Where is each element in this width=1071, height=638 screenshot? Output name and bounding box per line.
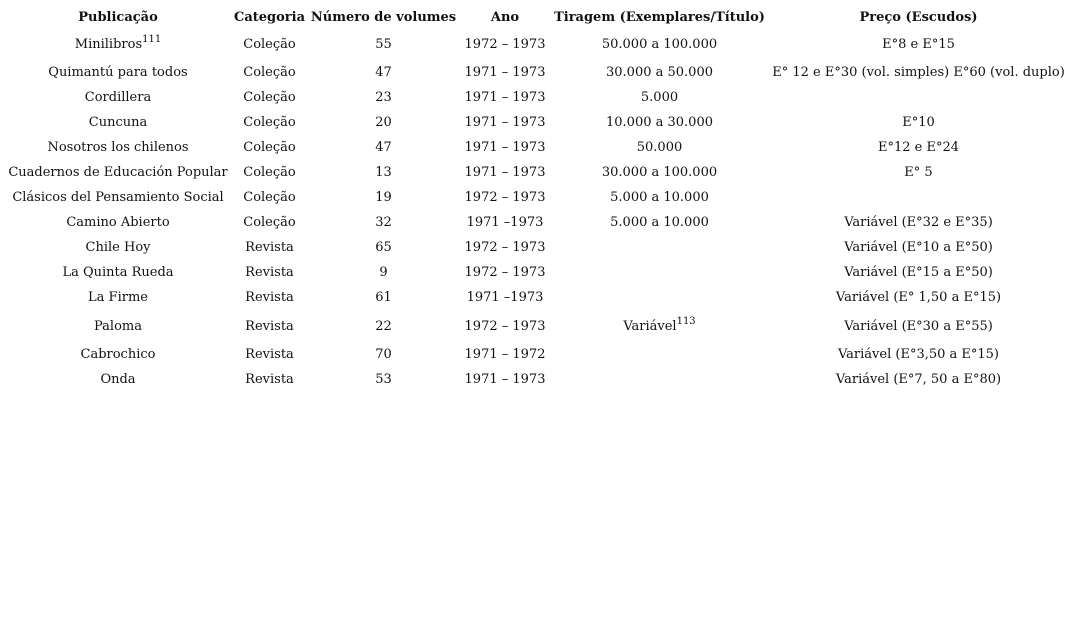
cell-preco-text: Variável (E° 1,50 a E°15) bbox=[835, 290, 1002, 305]
cell-categoria-text: Revista bbox=[245, 347, 294, 362]
cell-tiragem bbox=[549, 235, 770, 260]
cell-ano bbox=[461, 285, 549, 310]
table-row bbox=[3, 235, 1067, 260]
cell-ano-text: 1971 – 1973 bbox=[464, 372, 546, 387]
cell-publicacao-text: Onda bbox=[100, 372, 136, 387]
header-categoria: Categoria bbox=[233, 9, 306, 25]
cell-publicacao bbox=[3, 367, 233, 392]
cell-preco bbox=[770, 185, 1067, 210]
cell-volumes-text: 9 bbox=[379, 265, 388, 280]
cell-volumes bbox=[306, 60, 461, 85]
table-row bbox=[3, 367, 1067, 392]
cell-tiragem-text: 30.000 a 50.000 bbox=[606, 65, 713, 80]
cell-categoria-text: Revista bbox=[245, 240, 294, 255]
cell-tiragem bbox=[549, 367, 770, 392]
cell-preco bbox=[770, 160, 1067, 185]
cell-preco-text: E° 12 e E°30 (vol. simples) E°60 (vol. duplo) bbox=[772, 65, 1065, 80]
cell-publicacao-text: Nosotros los chilenos bbox=[47, 140, 189, 155]
cell-ano-text: 1972 – 1973 bbox=[464, 240, 546, 255]
cell-categoria bbox=[233, 235, 306, 260]
cell-ano-text: 1971 – 1973 bbox=[464, 140, 546, 155]
cell-tiragem-text: Variável bbox=[623, 318, 677, 334]
cell-preco-text: Variável (E°3,50 a E°15) bbox=[837, 347, 1000, 362]
cell-tiragem bbox=[549, 260, 770, 285]
cell-publicacao bbox=[3, 28, 233, 60]
table-row bbox=[3, 28, 1067, 60]
table-header bbox=[3, 6, 1067, 28]
cell-preco-text: E° 5 bbox=[904, 165, 933, 180]
cell-tiragem bbox=[549, 28, 770, 60]
cell-categoria-text: Coleção bbox=[243, 115, 296, 130]
cell-ano-text: 1972 – 1973 bbox=[464, 190, 546, 205]
cell-tiragem bbox=[549, 285, 770, 310]
cell-preco-text: E°10 bbox=[902, 115, 935, 130]
cell-categoria bbox=[233, 135, 306, 160]
table-body bbox=[3, 28, 1067, 392]
header-volumes: Número de volumes bbox=[310, 9, 457, 25]
cell-publicacao-text: La Quinta Rueda bbox=[62, 265, 174, 280]
cell-categoria bbox=[233, 28, 306, 60]
cell-volumes bbox=[306, 260, 461, 285]
cell-preco bbox=[770, 260, 1067, 285]
header-tiragem: Tiragem (Exemplares/Título) bbox=[554, 9, 765, 25]
cell-ano bbox=[461, 110, 549, 135]
cell-ano-text: 1972 – 1973 bbox=[464, 36, 546, 52]
cell-categoria-text: Coleção bbox=[243, 165, 296, 180]
cell-publicacao bbox=[3, 260, 233, 285]
cell-publicacao-text: La Firme bbox=[88, 290, 148, 305]
cell-publicacao-text: Cuncuna bbox=[88, 115, 148, 130]
cell-volumes bbox=[306, 185, 461, 210]
cell-volumes-text: 55 bbox=[375, 36, 392, 52]
cell-categoria-text: Coleção bbox=[243, 65, 296, 80]
cell-tiragem-text: 50.000 a 100.000 bbox=[601, 36, 718, 52]
cell-ano bbox=[461, 260, 549, 285]
cell-volumes bbox=[306, 367, 461, 392]
cell-volumes bbox=[306, 210, 461, 235]
cell-ano-text: 1972 – 1973 bbox=[464, 318, 546, 334]
cell-tiragem bbox=[549, 310, 770, 342]
cell-categoria-text: Revista bbox=[245, 265, 294, 280]
cell-preco bbox=[770, 342, 1067, 367]
cell-tiragem-text: 5.000 bbox=[640, 90, 679, 105]
cell-preco bbox=[770, 310, 1067, 342]
cell-volumes-text: 13 bbox=[375, 165, 392, 180]
cell-preco bbox=[770, 110, 1067, 135]
footnote-marker[interactable]: 113 bbox=[676, 315, 696, 327]
table-row bbox=[3, 135, 1067, 160]
cell-categoria bbox=[233, 342, 306, 367]
cell-tiragem-text: 10.000 a 30.000 bbox=[606, 115, 713, 130]
cell-ano bbox=[461, 60, 549, 85]
cell-tiragem bbox=[549, 185, 770, 210]
cell-publicacao-text: Minilibros bbox=[74, 36, 143, 52]
cell-publicacao-text: Cordillera bbox=[84, 90, 152, 105]
cell-categoria bbox=[233, 60, 306, 85]
cell-volumes bbox=[306, 235, 461, 260]
cell-categoria-text: Coleção bbox=[243, 190, 296, 205]
table-row bbox=[3, 210, 1067, 235]
cell-preco bbox=[770, 60, 1067, 85]
cell-tiragem-text: 30.000 a 100.000 bbox=[601, 165, 718, 180]
cell-categoria bbox=[233, 110, 306, 135]
cell-publicacao bbox=[3, 160, 233, 185]
table-row bbox=[3, 110, 1067, 135]
cell-volumes-text: 47 bbox=[375, 140, 392, 155]
cell-publicacao-text: Cuadernos de Educación Popular bbox=[8, 165, 228, 180]
cell-publicacao bbox=[3, 235, 233, 260]
cell-volumes-text: 70 bbox=[375, 347, 392, 362]
cell-categoria bbox=[233, 285, 306, 310]
cell-publicacao bbox=[3, 110, 233, 135]
cell-tiragem bbox=[549, 210, 770, 235]
cell-tiragem-text: 5.000 a 10.000 bbox=[610, 215, 709, 230]
header-publicacao: Publicação bbox=[78, 9, 158, 25]
cell-preco bbox=[770, 210, 1067, 235]
cell-publicacao bbox=[3, 285, 233, 310]
cell-categoria-text: Coleção bbox=[243, 140, 296, 155]
cell-volumes-text: 22 bbox=[375, 318, 392, 334]
cell-ano bbox=[461, 185, 549, 210]
cell-preco-text: Variável (E°10 a E°50) bbox=[844, 240, 993, 255]
cell-preco bbox=[770, 235, 1067, 260]
cell-publicacao bbox=[3, 342, 233, 367]
cell-publicacao bbox=[3, 210, 233, 235]
cell-ano-text: 1971 –1973 bbox=[466, 290, 544, 305]
cell-publicacao-text: Chile Hoy bbox=[85, 240, 151, 255]
header-preco: Preço (Escudos) bbox=[859, 9, 978, 25]
table-row bbox=[3, 160, 1067, 185]
cell-ano bbox=[461, 310, 549, 342]
cell-volumes bbox=[306, 342, 461, 367]
cell-publicacao-text: Quimantú para todos bbox=[48, 65, 188, 80]
table-row bbox=[3, 310, 1067, 342]
cell-publicacao bbox=[3, 85, 233, 110]
cell-ano-text: 1971 – 1973 bbox=[464, 65, 546, 80]
cell-publicacao-text: Cabrochico bbox=[80, 347, 156, 362]
cell-volumes-text: 20 bbox=[375, 115, 392, 130]
cell-volumes-text: 53 bbox=[375, 372, 392, 387]
cell-preco-text: Variável (E°30 a E°55) bbox=[844, 318, 993, 334]
cell-ano bbox=[461, 235, 549, 260]
cell-preco bbox=[770, 28, 1067, 60]
cell-categoria bbox=[233, 260, 306, 285]
cell-ano-text: 1971 – 1972 bbox=[464, 347, 546, 362]
cell-ano bbox=[461, 135, 549, 160]
cell-publicacao-text: Clásicos del Pensamiento Social bbox=[12, 190, 224, 205]
table-row bbox=[3, 260, 1067, 285]
cell-tiragem bbox=[549, 60, 770, 85]
cell-volumes bbox=[306, 160, 461, 185]
cell-categoria bbox=[233, 85, 306, 110]
cell-ano-text: 1971 – 1973 bbox=[464, 115, 546, 130]
table-row bbox=[3, 185, 1067, 210]
cell-ano-text: 1972 – 1973 bbox=[464, 265, 546, 280]
cell-preco-text: Variável (E°7, 50 a E°80) bbox=[835, 372, 1002, 387]
cell-tiragem-text: 5.000 a 10.000 bbox=[610, 190, 709, 205]
cell-tiragem-text: 50.000 bbox=[636, 140, 683, 155]
cell-categoria bbox=[233, 210, 306, 235]
cell-volumes bbox=[306, 28, 461, 60]
cell-tiragem bbox=[549, 135, 770, 160]
cell-categoria bbox=[233, 160, 306, 185]
publications-table bbox=[3, 6, 1067, 392]
cell-volumes-text: 47 bbox=[375, 65, 392, 80]
cell-categoria-text: Revista bbox=[245, 318, 294, 334]
cell-ano bbox=[461, 342, 549, 367]
cell-tiragem bbox=[549, 342, 770, 367]
cell-volumes bbox=[306, 85, 461, 110]
cell-preco bbox=[770, 367, 1067, 392]
cell-categoria bbox=[233, 185, 306, 210]
cell-volumes bbox=[306, 110, 461, 135]
cell-ano bbox=[461, 28, 549, 60]
cell-volumes-text: 23 bbox=[375, 90, 392, 105]
cell-volumes bbox=[306, 135, 461, 160]
table-row bbox=[3, 285, 1067, 310]
cell-volumes-text: 19 bbox=[375, 190, 392, 205]
cell-preco-text: Variável (E°32 e E°35) bbox=[844, 215, 993, 230]
cell-ano-text: 1971 –1973 bbox=[466, 215, 544, 230]
cell-ano-text: 1971 – 1973 bbox=[464, 90, 546, 105]
cell-publicacao bbox=[3, 185, 233, 210]
cell-preco bbox=[770, 285, 1067, 310]
cell-publicacao-text: Camino Abierto bbox=[66, 215, 170, 230]
cell-publicacao-text: Paloma bbox=[94, 318, 142, 334]
cell-ano bbox=[461, 210, 549, 235]
cell-categoria bbox=[233, 310, 306, 342]
cell-volumes-text: 61 bbox=[375, 290, 392, 305]
cell-ano bbox=[461, 160, 549, 185]
cell-categoria-text: Revista bbox=[245, 290, 294, 305]
cell-preco-text: E°8 e E°15 bbox=[882, 36, 955, 52]
cell-ano bbox=[461, 367, 549, 392]
cell-categoria-text: Revista bbox=[245, 372, 294, 387]
table-row bbox=[3, 60, 1067, 85]
cell-volumes bbox=[306, 285, 461, 310]
cell-tiragem bbox=[549, 160, 770, 185]
cell-publicacao bbox=[3, 60, 233, 85]
cell-preco bbox=[770, 135, 1067, 160]
cell-volumes-text: 65 bbox=[375, 240, 392, 255]
cell-ano bbox=[461, 85, 549, 110]
cell-categoria-text: Coleção bbox=[243, 36, 296, 52]
cell-preco bbox=[770, 85, 1067, 110]
cell-categoria-text: Coleção bbox=[243, 215, 296, 230]
cell-publicacao bbox=[3, 135, 233, 160]
footnote-marker[interactable]: 111 bbox=[142, 33, 162, 45]
cell-volumes-text: 32 bbox=[375, 215, 392, 230]
cell-preco-text: Variável (E°15 a E°50) bbox=[844, 265, 993, 280]
table-row bbox=[3, 342, 1067, 367]
cell-categoria-text: Coleção bbox=[243, 90, 296, 105]
header-row bbox=[3, 6, 1067, 28]
cell-ano-text: 1971 – 1973 bbox=[464, 165, 546, 180]
cell-categoria bbox=[233, 367, 306, 392]
cell-preco-text: E°12 e E°24 bbox=[877, 140, 960, 155]
cell-volumes bbox=[306, 310, 461, 342]
header-ano: Ano bbox=[490, 9, 520, 25]
cell-publicacao bbox=[3, 310, 233, 342]
cell-tiragem bbox=[549, 110, 770, 135]
table-row bbox=[3, 85, 1067, 110]
cell-tiragem bbox=[549, 85, 770, 110]
